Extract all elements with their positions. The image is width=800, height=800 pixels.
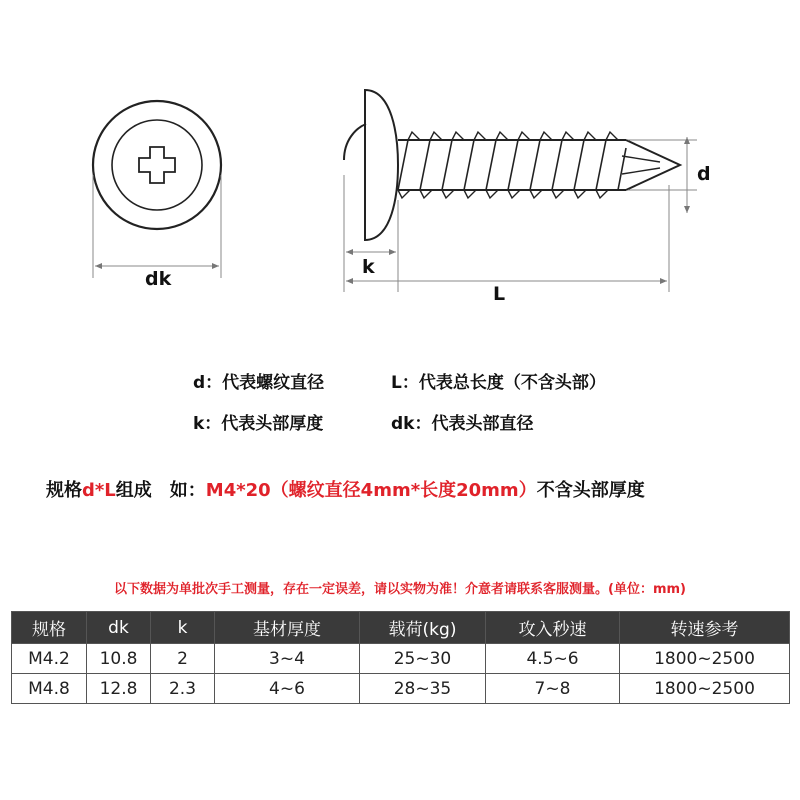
- drill-tip: [626, 140, 680, 190]
- table-header-row: [12, 612, 790, 644]
- spec-table: [11, 611, 790, 704]
- spec-formula: [46, 476, 645, 502]
- cell-load: 28~35: [360, 674, 486, 704]
- cell-rpm: 1800~2500: [620, 674, 790, 704]
- L-label: L: [493, 283, 506, 305]
- formula-example: M4*20（螺纹直径4mm*长度20mm）: [205, 480, 537, 501]
- screw-diagram: [0, 0, 800, 330]
- dk-label: dk: [145, 268, 172, 290]
- cell-drill-speed: 7~8: [486, 674, 620, 704]
- formula-suffix: 不含头部厚度: [536, 480, 645, 501]
- cell-drill-speed: 4.5~6: [486, 644, 620, 674]
- measurement-notice: 以下数据为单批次手工测量，存在一定误差，请以实物为准！介意者请联系客服测量。(单位：mm): [114, 582, 686, 597]
- cell-dk: 10.8: [87, 644, 151, 674]
- legend-L: L：代表总长度（不含头部）: [391, 373, 606, 393]
- formula-prefix: 规格: [46, 480, 82, 501]
- phillips-cross-icon: [139, 147, 175, 183]
- col-header-base-thickness: 基材厚度: [215, 612, 360, 644]
- cell-spec: M4.8: [12, 674, 87, 704]
- col-header-drill-speed: 攻入秒速: [486, 612, 620, 644]
- formula-spec-var: d*L: [82, 480, 116, 501]
- screw-head-top-view: [93, 101, 221, 229]
- thread-lines: [398, 140, 626, 190]
- col-header-k: k: [151, 612, 215, 644]
- table-row: [12, 644, 790, 674]
- cell-k: 2: [151, 644, 215, 674]
- col-header-load: 载荷(kg): [360, 612, 486, 644]
- cell-dk: 12.8: [87, 674, 151, 704]
- side-dimensions: [344, 137, 697, 292]
- cell-base-thickness: 3~4: [215, 644, 360, 674]
- cell-base-thickness: 4~6: [215, 674, 360, 704]
- d-label: d: [697, 163, 711, 185]
- legend-dk: dk：代表头部直径: [391, 414, 534, 434]
- k-label: k: [362, 256, 375, 278]
- screw-side-view: [344, 90, 680, 240]
- col-header-spec: 规格: [12, 612, 87, 644]
- col-header-dk: dk: [87, 612, 151, 644]
- col-header-rpm: 转速参考: [620, 612, 790, 644]
- cell-spec: M4.2: [12, 644, 87, 674]
- legend-k: k：代表头部厚度: [193, 414, 324, 434]
- cell-rpm: 1800~2500: [620, 644, 790, 674]
- formula-middle: 组成 如：: [115, 480, 206, 501]
- screw-head-profile: [365, 90, 398, 240]
- dk-dimension: [93, 175, 221, 278]
- cell-k: 2.3: [151, 674, 215, 704]
- legend-d: d：代表螺纹直径: [193, 373, 325, 393]
- cell-load: 25~30: [360, 644, 486, 674]
- table-row: [12, 674, 790, 704]
